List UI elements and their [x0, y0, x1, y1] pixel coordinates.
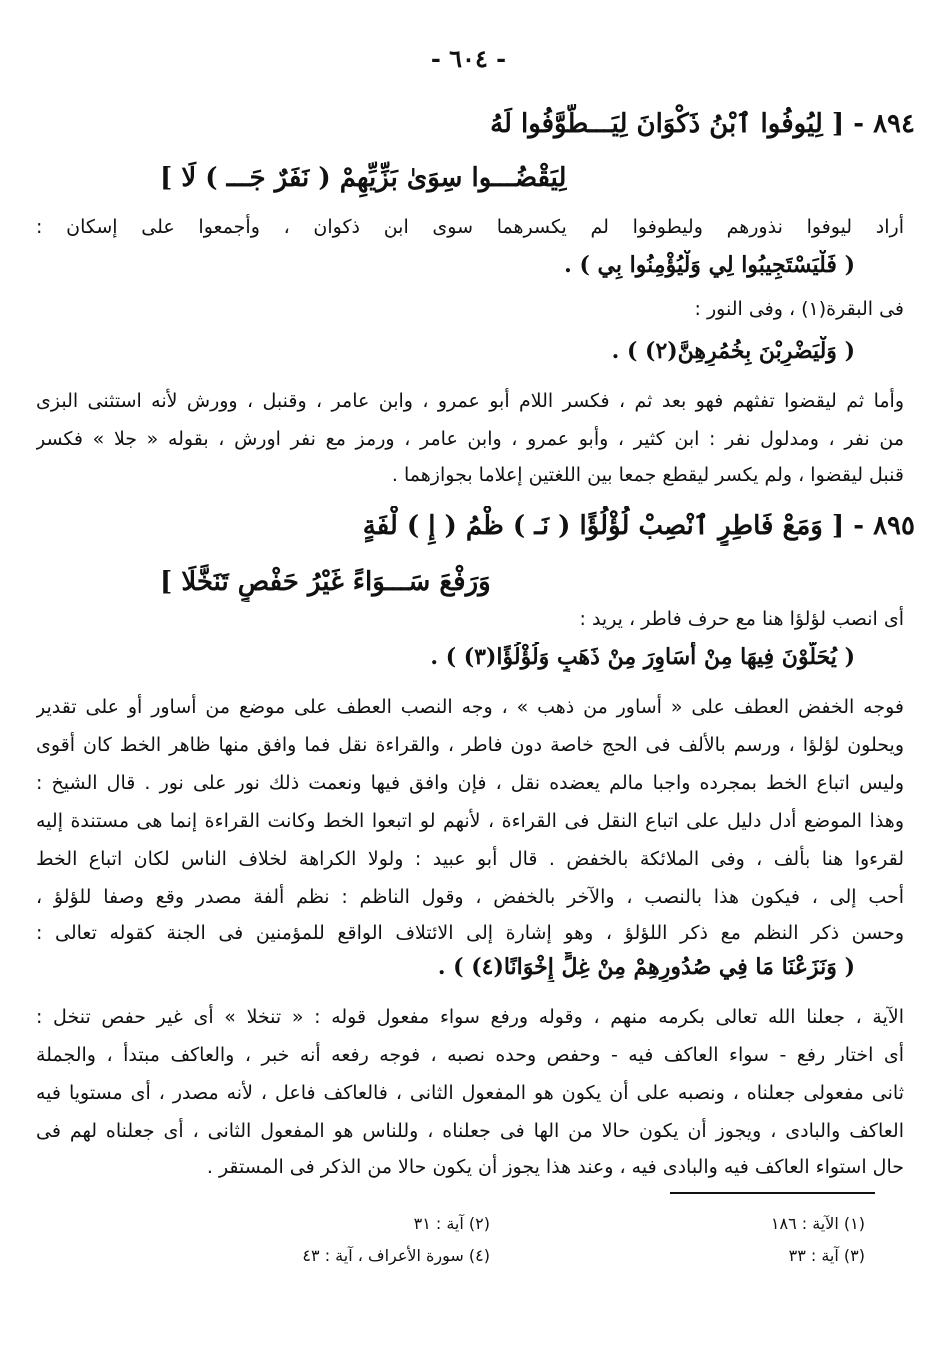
verse-894-line-2: لِيَقْضُـــوا سِوَىٰ بَزِّيِّهِمْ ( نَفَرٌ جَـــ ) لَا ] [160, 163, 567, 193]
verse-894-line-1: ٨٩٤ - [ لِيُوفُوا ٱبْنُ ذَكْوَانَ لِيَـــطَّوَّفُوا لَهُ [490, 109, 915, 139]
quran-quote: ( وَنَزَعْنَا مَا فِي صُدُورِهِمْ مِنْ غِلٍّ إِخْوَانًا(٤) ) . [437, 954, 855, 980]
paragraph-line: فى البقرة(١) ، وفى النور : [694, 298, 904, 320]
quran-quote: ( يُحَلَّوْنَ فِيهَا مِنْ أَسَاوِرَ مِنْ ذَهَبٍ وَلُؤْلُؤًا(٣) ) . [430, 644, 855, 670]
paragraph-line: أى انصب لؤلؤا هنا مع حرف فاطر ، يريد : [579, 608, 904, 630]
verse-895-line-2: وَرَفْعَ سَـــوَاءً غَيْرُ حَفْصٍ تَنَخَّلَا ] [160, 567, 491, 597]
page-number: - ٦٠٤ - [430, 44, 507, 73]
paragraph-line: الآية ، جعلنا الله تعالى بكرمه منهم ، وقوله ورفع سواء مفعول قوله : « تنخلا » أى غير حفص تنخل : [36, 1006, 904, 1028]
paragraph-line: وهذا الموضع أدل دليل على اتباع النقل فى القراءة ، لأنهم لو اتبعوا الخط وكانت القراءة إنما هى مستندة إليه [36, 810, 904, 832]
quran-quote: ( وَلْيَضْرِبْنَ بِخُمُرِهِنَّ(٢) ) . [611, 338, 855, 364]
paragraph-line: وحسن ذكر النظم مع ذكر اللؤلؤ ، وهو إشارة إلى الائتلاف الواقع للمؤمنين فى الجنة كقوله تعالى : [36, 922, 904, 944]
paragraph-line: ويحلون لؤلؤا ، ورسم بالألف فى الحج خاصة دون فاطر ، والقراءة نقل فما وافق منها ظاهر الخط كان أقوى [36, 734, 904, 756]
quran-quote: ( فَلْيَسْتَجِيبُوا لِي وَلْيُؤْمِنُوا بِي ) . [564, 252, 855, 278]
paragraph-line: من نفر ، ومدلول نفر : ابن كثير ، وأبو عمرو ، وابن عامر ، ورمز مع نفر اورش ، بقوله « جلا » فكسر [36, 428, 904, 450]
paragraph-line: فوجه الخفض العطف على « أساور من ذهب » ، وجه النصب العطف على موضع من أساور أو على تقدير [36, 696, 904, 718]
paragraph-line: ثانى مفعولى جعلناه ، ونصبه على أن يكون هو المفعول الثانى ، فالعاكف فاعل ، لأنه مصدر ، أى مستويا فيه [36, 1082, 904, 1104]
paragraph-line: أى اختار رفع - سواء العاكف فيه - وحفص وحده نصبه ، فوجه رفعه أنه خبر ، والعاكف مبتدأ ، والجملة [36, 1044, 904, 1066]
footnote-1: (١) الآية : ١٨٦ [770, 1214, 865, 1233]
paragraph-line: أراد ليوفوا نذورهم وليطوفوا لم يكسرهما سوى ابن ذكوان ، وأجمعوا على إسكان : [36, 216, 904, 238]
paragraph-line: أحب إلى ، فيكون هذا بالنصب ، والآخر بالخفض ، وقول الناظم : نظم ألفة مصدر وقع وصفا للؤلؤ ، [36, 886, 904, 908]
paragraph-line: وأما ثم ليقضوا تفثهم فهو بعد ثم ، فكسر اللام أبو عمرو ، وابن عامر ، وقنبل ، وورش لأنه استثنى البزى [36, 390, 904, 412]
verse-895-line-1: ٨٩٥ - [ وَمَعْ فَاطِرٍ ٱنْصِبْ لُؤْلُؤًا ( نَـ ) ظْمُ ( إِ ) لْفَةٍ [362, 511, 915, 541]
paragraph-line: العاكف والبادى ، ويجوز أن يكون حالا من الها فى جعلناه ، وللناس هو المفعول الثانى ، أى جعلناه لهم فى [36, 1120, 904, 1142]
paragraph-line: حال استواء العاكف فيه والبادى فيه ، وعند هذا يجوز أن يكون حالا من الذكر فى المستقر . [206, 1156, 904, 1178]
footnote-3: (٣) آية : ٣٣ [788, 1246, 865, 1265]
paragraph-line: قنبل ليقضوا ، ولم يكسر ليقطع جمعا بين اللغتين إعلاما بجوازهما . [391, 464, 904, 486]
footnote-separator [670, 1192, 875, 1194]
footnote-2: (٢) آية : ٣١ [413, 1214, 490, 1233]
footnote-4: (٤) سورة الأعراف ، آية : ٤٣ [302, 1246, 490, 1265]
paragraph-line: وليس اتباع الخط بمجرده واجبا مالم يعضده نقل ، فإن وافق فيها ونعمت ذلك نور على نور . قال الشيخ : [36, 772, 904, 794]
paragraph-line: لقرءوا هنا بألف ، وفى الملائكة بالخفض . قال أبو عبيد : ولولا الكراهة لخلاف الناس لكان اتباع الخط [36, 848, 904, 870]
